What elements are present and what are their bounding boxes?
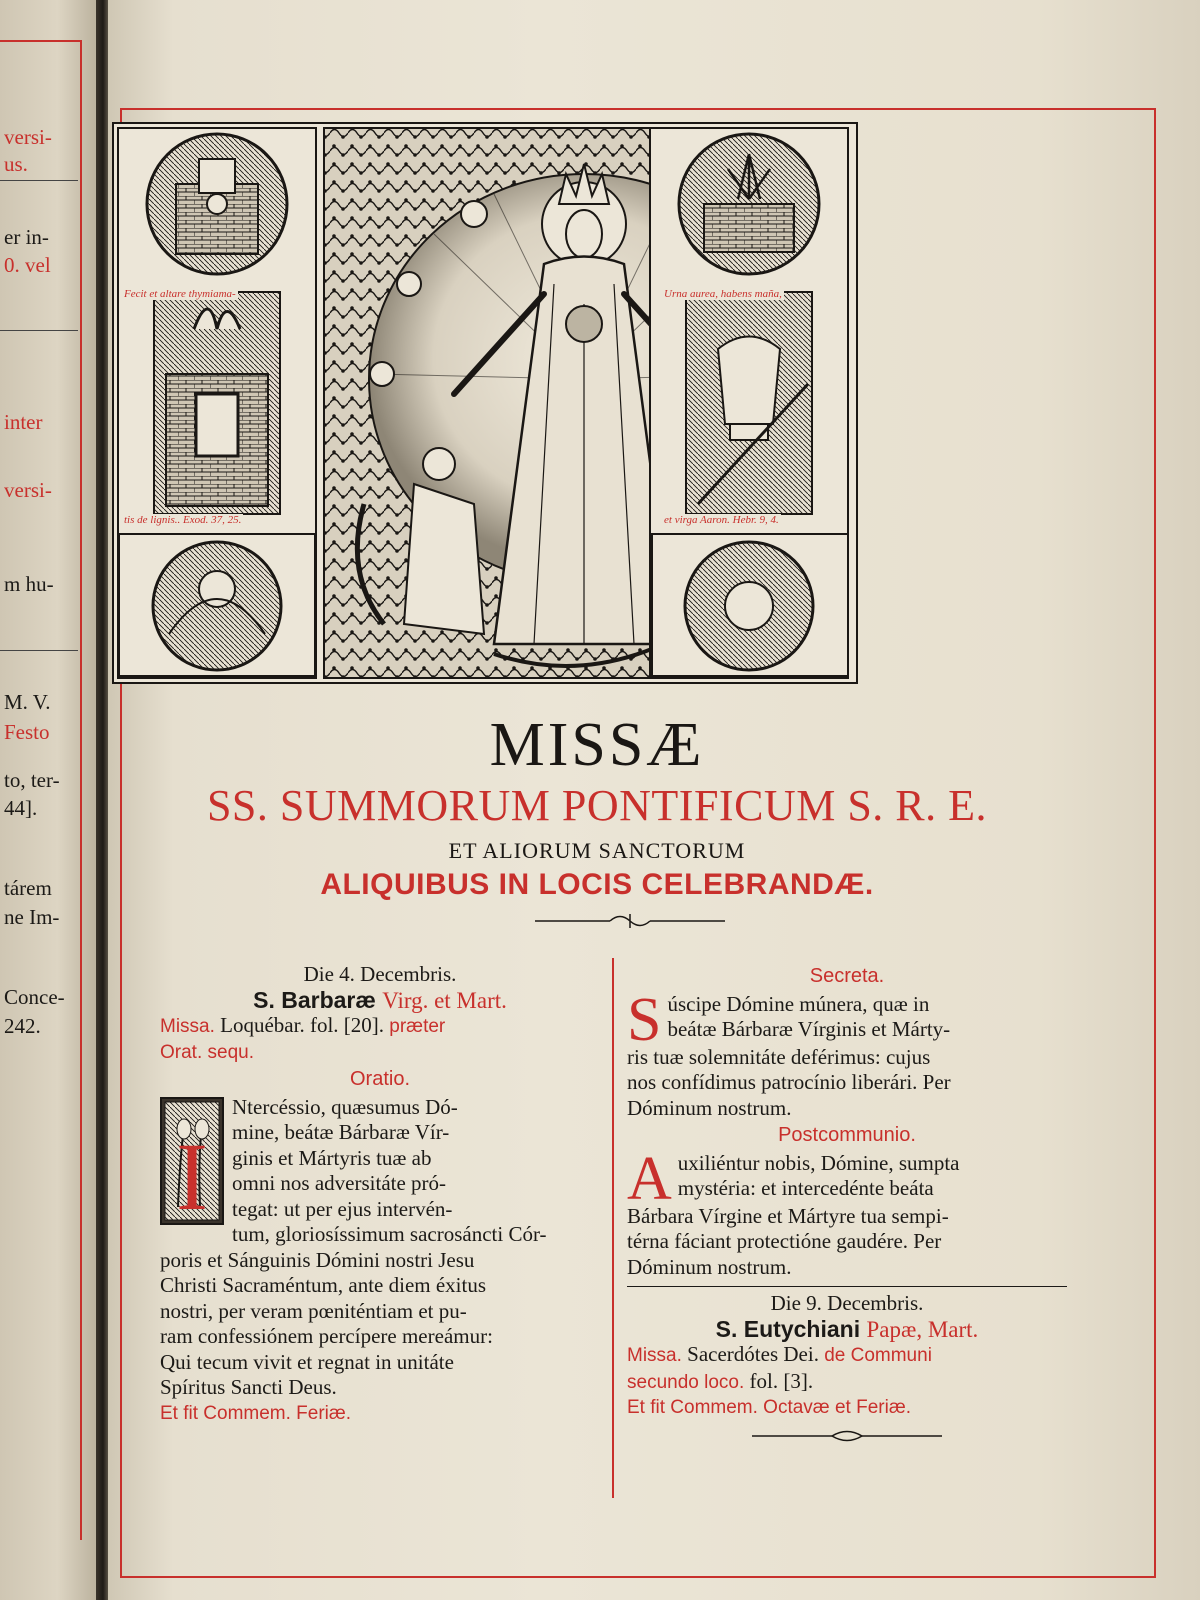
text-line: mine, beátæ Bárbaræ Vír- bbox=[232, 1120, 450, 1144]
facing-page-text: versi- bbox=[4, 478, 52, 502]
saint-barbara bbox=[160, 988, 600, 1014]
facing-page-rule bbox=[0, 650, 78, 651]
text-line: úscipe Dómine múnera, quæ in bbox=[667, 991, 930, 1016]
text-line: tum, gloriosíssimum sacrosáncti Cór- bbox=[232, 1222, 547, 1246]
missa2-red-2: secundo loco. bbox=[627, 1371, 745, 1393]
title-pontificum: SS. SUMMORUM PONTIFICUM S. R. E. bbox=[206, 781, 988, 830]
missa2-fol: fol. [3]. bbox=[749, 1368, 814, 1393]
text-line: térna fáciant protectióne gaudére. Per bbox=[627, 1229, 942, 1253]
caption-left-bottom: tis de lignis.. Exod. 37, 25. bbox=[124, 514, 242, 526]
caption-right-bottom: et virga Aaron. Hebr. 9, 4. bbox=[664, 514, 779, 526]
facing-page-text: m hu- bbox=[4, 572, 54, 596]
facing-page-red-rule-top bbox=[0, 40, 82, 42]
caption-left-top: Fecit et altare thymiama- bbox=[124, 288, 236, 300]
facing-page-text: 242. bbox=[4, 1014, 41, 1038]
date-dec-9: Die 9. Decembris. bbox=[770, 1291, 924, 1315]
missa-red: præter bbox=[389, 1016, 446, 1037]
text-line: beátæ Bárbaræ Vírginis et Márty- bbox=[667, 1017, 951, 1041]
missa-label: Missa. bbox=[160, 1016, 215, 1037]
missa2-label: Missa. bbox=[627, 1345, 682, 1366]
text-line: ram confessiónem percípere mereámur: bbox=[160, 1324, 493, 1348]
facing-page-text: M. V. bbox=[4, 690, 51, 714]
date-dec-4: Die 4. Decembris. bbox=[303, 962, 457, 986]
text-line: Qui tecum vivit et regnat in unitáte bbox=[160, 1349, 454, 1374]
text-line: nostri, per veram pœniténtiam et pu- bbox=[160, 1298, 467, 1323]
facing-page-text: 0. vel bbox=[4, 253, 51, 277]
illuminated-initial-i bbox=[160, 1097, 224, 1225]
title-missae: MISSÆ bbox=[489, 711, 705, 779]
facing-page-text: tárem bbox=[4, 876, 52, 900]
facing-page-rule bbox=[0, 330, 78, 331]
facing-page-text: 44]. bbox=[4, 796, 38, 820]
text-line: Christi Sacraméntum, ante diem éxitus bbox=[160, 1273, 487, 1297]
missa-text: Loquébar. fol. [20]. bbox=[220, 1013, 385, 1037]
caption-right-top: Urna aurea, habens maña, bbox=[664, 288, 782, 300]
oratio-heading: Oratio. bbox=[349, 1068, 411, 1090]
oratio-body bbox=[160, 1095, 600, 1401]
column-divider bbox=[612, 958, 614, 1498]
engraving-illustration bbox=[112, 122, 858, 684]
saint2-title: Papæ, Mart. bbox=[866, 1316, 979, 1342]
text-line: Dóminum nostrum. bbox=[627, 1095, 792, 1120]
facing-page-text: ne Im- bbox=[4, 905, 60, 929]
text-line: Dóminum nostrum. bbox=[627, 1254, 792, 1279]
missa-line bbox=[160, 1013, 600, 1040]
secreta-heading: Secreta. bbox=[809, 965, 885, 987]
commem-octavae: Et fit Commem. Octavæ et Feriæ. bbox=[627, 1397, 911, 1418]
text-line: Ntercéssio, quæsumus Dó- bbox=[232, 1094, 458, 1119]
right-column bbox=[627, 962, 1067, 1443]
text-line: tegat: ut per ejus intervén- bbox=[232, 1196, 453, 1221]
postcommunio-heading: Postcommunio. bbox=[778, 1124, 916, 1146]
end-ornament bbox=[752, 1429, 942, 1443]
title-ornament bbox=[535, 912, 725, 930]
facing-page-left bbox=[0, 0, 96, 1600]
section-rule bbox=[627, 1286, 1067, 1287]
text-line: mystéria: et intercedénte beáta bbox=[677, 1176, 934, 1200]
left-panel-vignettes bbox=[118, 128, 316, 678]
text-line: Bárbara Vírgine et Mártyre tua sempi- bbox=[627, 1203, 949, 1228]
saint-eutychian bbox=[627, 1317, 1067, 1343]
text-line: ginis et Mártyris tuæ ab bbox=[232, 1145, 432, 1170]
missa2-red: de Communi bbox=[824, 1345, 932, 1366]
left-column bbox=[160, 962, 600, 1426]
saint2-name: S. Eutychiani bbox=[715, 1315, 861, 1342]
saint-name: S. Barbaræ bbox=[253, 986, 376, 1013]
text-line: uxiliéntur nobis, Dómine, sumpta bbox=[677, 1150, 960, 1175]
facing-page-rule bbox=[0, 180, 78, 181]
post-initial: A bbox=[627, 1144, 672, 1213]
secreta-body bbox=[627, 985, 1067, 1122]
facing-page-text: us. bbox=[4, 152, 28, 176]
text-line: Spíritus Sancti Deus. bbox=[160, 1375, 337, 1399]
facing-page-text: to, ter- bbox=[4, 768, 60, 792]
facing-page-text: Conce- bbox=[4, 985, 65, 1009]
missa2-text: Sacerdótes Dei. bbox=[687, 1342, 819, 1366]
missa2-line bbox=[627, 1342, 1067, 1369]
commem-feriae: Et fit Commem. Feriæ. bbox=[160, 1402, 352, 1424]
missa-red-2: Orat. sequ. bbox=[160, 1041, 254, 1063]
facing-page-text: versi- bbox=[4, 125, 52, 149]
title-sanctorum: ET ALIORUM SANCTORUM bbox=[448, 838, 746, 863]
initial-letter: I bbox=[176, 1122, 208, 1225]
facing-page-text: er in- bbox=[4, 225, 49, 249]
saint-title: Virg. et Mart. bbox=[382, 987, 507, 1013]
title-celebrandae: ALIQUIBUS IN LOCIS CELEBRANDÆ. bbox=[320, 868, 874, 901]
facing-page-text: Festo bbox=[4, 720, 50, 744]
text-line: nos confídimus patrocínio liberári. Per bbox=[627, 1070, 951, 1094]
text-line: poris et Sánguinis Dómini nostri Jesu bbox=[160, 1247, 475, 1272]
facing-page-text: inter bbox=[4, 410, 43, 434]
text-line: ris tuæ solemnitáte deférimus: cujus bbox=[627, 1044, 931, 1069]
text-line: omni nos adversitáte pró- bbox=[232, 1171, 447, 1195]
right-panel-art bbox=[648, 124, 856, 682]
missa2-line-2 bbox=[627, 1369, 1067, 1396]
postcommunio-body bbox=[627, 1144, 1067, 1281]
secreta-initial: S bbox=[627, 985, 662, 1054]
facing-page-red-rule bbox=[80, 40, 82, 1540]
